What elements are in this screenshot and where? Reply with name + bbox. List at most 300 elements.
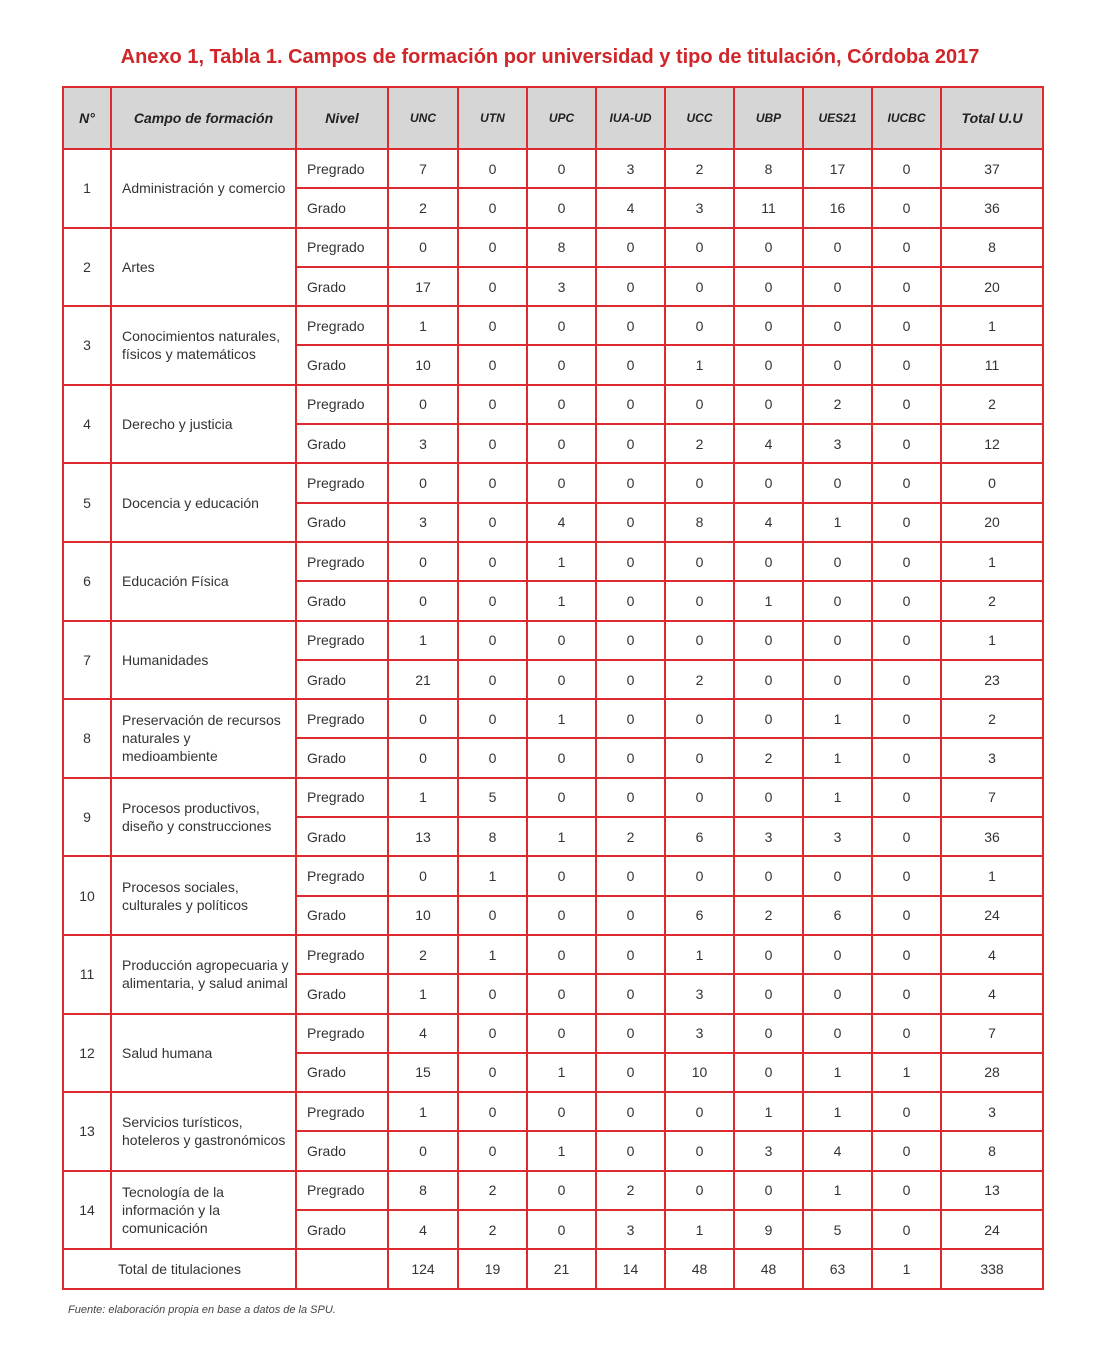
value-cell: 0 [596, 424, 665, 463]
row-number: 2 [63, 228, 111, 307]
table-row [63, 1092, 1043, 1131]
total-cell: 36 [941, 188, 1043, 227]
total-cell: 8 [941, 228, 1043, 267]
value-cell: 0 [388, 856, 458, 895]
value-cell: 17 [388, 267, 458, 306]
total-cell: 20 [941, 503, 1043, 542]
value-cell: 5 [458, 778, 527, 817]
value-cell: 0 [665, 1171, 734, 1210]
value-cell: 1 [872, 1053, 941, 1092]
table-title: Anexo 1, Tabla 1. Campos de formación por universidad y tipo de titulación, Córdoba 2017 [120, 46, 980, 68]
value-cell: 0 [734, 542, 803, 581]
total-cell: 7 [941, 778, 1043, 817]
value-cell: 1 [388, 1092, 458, 1131]
value-cell: 1 [734, 581, 803, 620]
value-cell: 0 [527, 974, 596, 1013]
value-cell: 0 [803, 935, 872, 974]
value-cell: 0 [803, 1014, 872, 1053]
value-cell: 0 [734, 699, 803, 738]
value-cell: 0 [458, 699, 527, 738]
value-cell: 0 [388, 699, 458, 738]
value-cell: 3 [803, 424, 872, 463]
value-cell: 0 [527, 424, 596, 463]
value-cell: 0 [872, 1131, 941, 1170]
value-cell: 17 [803, 149, 872, 188]
nivel-cell: Grado [296, 581, 388, 620]
value-cell: 1 [803, 503, 872, 542]
value-cell: 0 [596, 542, 665, 581]
header-campo: Campo de formación [111, 87, 296, 149]
row-number: 7 [63, 621, 111, 700]
row-number: 12 [63, 1014, 111, 1093]
totals-value-cell: 1 [872, 1249, 941, 1289]
value-cell: 0 [665, 1131, 734, 1170]
total-cell: 2 [941, 699, 1043, 738]
total-cell: 1 [941, 621, 1043, 660]
value-cell: 0 [596, 738, 665, 777]
value-cell: 0 [596, 306, 665, 345]
value-cell: 0 [527, 935, 596, 974]
row-number: 10 [63, 856, 111, 935]
totals-label: Total de titulaciones [63, 1249, 296, 1289]
value-cell: 0 [734, 267, 803, 306]
value-cell: 0 [665, 699, 734, 738]
totals-nivel-empty [296, 1249, 388, 1289]
value-cell: 0 [734, 1053, 803, 1092]
value-cell: 0 [665, 228, 734, 267]
value-cell: 1 [388, 306, 458, 345]
totals-row [63, 1249, 1043, 1289]
value-cell: 2 [596, 1171, 665, 1210]
value-cell: 1 [665, 1210, 734, 1249]
nivel-cell: Pregrado [296, 856, 388, 895]
value-cell: 1 [388, 621, 458, 660]
header-no: N° [63, 87, 111, 149]
nivel-cell: Pregrado [296, 778, 388, 817]
value-cell: 0 [734, 974, 803, 1013]
value-cell: 8 [458, 817, 527, 856]
value-cell: 8 [734, 149, 803, 188]
campo-de-formacion: Administración y comercio [111, 149, 296, 228]
totals-value-cell: 124 [388, 1249, 458, 1289]
table-row [63, 306, 1043, 345]
value-cell: 0 [872, 503, 941, 542]
nivel-cell: Grado [296, 974, 388, 1013]
total-cell: 0 [941, 463, 1043, 502]
total-cell: 8 [941, 1131, 1043, 1170]
value-cell: 2 [665, 660, 734, 699]
header-nivel: Nivel [296, 87, 388, 149]
row-number: 6 [63, 542, 111, 621]
value-cell: 0 [872, 149, 941, 188]
value-cell: 0 [872, 581, 941, 620]
value-cell: 3 [734, 1131, 803, 1170]
value-cell: 5 [803, 1210, 872, 1249]
value-cell: 1 [527, 542, 596, 581]
total-cell: 1 [941, 306, 1043, 345]
value-cell: 0 [665, 738, 734, 777]
header-university: UTN [458, 87, 527, 149]
value-cell: 0 [527, 385, 596, 424]
header-university: IUA-UD [596, 87, 665, 149]
value-cell: 1 [734, 1092, 803, 1131]
value-cell: 10 [388, 345, 458, 384]
value-cell: 0 [458, 896, 527, 935]
value-cell: 0 [734, 856, 803, 895]
value-cell: 2 [596, 817, 665, 856]
value-cell: 7 [388, 149, 458, 188]
table-row [63, 463, 1043, 502]
row-number: 13 [63, 1092, 111, 1171]
value-cell: 0 [803, 306, 872, 345]
total-cell: 2 [941, 385, 1043, 424]
value-cell: 1 [803, 1171, 872, 1210]
value-cell: 0 [527, 1092, 596, 1131]
table-body [63, 149, 1043, 1289]
value-cell: 0 [596, 1014, 665, 1053]
value-cell: 0 [872, 542, 941, 581]
value-cell: 10 [388, 896, 458, 935]
value-cell: 0 [872, 778, 941, 817]
total-cell: 24 [941, 1210, 1043, 1249]
value-cell: 0 [527, 463, 596, 502]
row-number: 9 [63, 778, 111, 857]
value-cell: 10 [665, 1053, 734, 1092]
value-cell: 1 [527, 699, 596, 738]
value-cell: 0 [458, 581, 527, 620]
value-cell: 0 [527, 188, 596, 227]
source-note: Fuente: elaboración propia en base a datos de la SPU. [68, 1304, 336, 1316]
value-cell: 0 [596, 896, 665, 935]
value-cell: 0 [388, 738, 458, 777]
value-cell: 3 [803, 817, 872, 856]
value-cell: 8 [527, 228, 596, 267]
header-row [63, 87, 1043, 149]
value-cell: 0 [388, 463, 458, 502]
value-cell: 4 [734, 503, 803, 542]
total-cell: 36 [941, 817, 1043, 856]
value-cell: 3 [388, 503, 458, 542]
value-cell: 0 [734, 660, 803, 699]
value-cell: 0 [665, 621, 734, 660]
value-cell: 0 [803, 660, 872, 699]
total-cell: 4 [941, 935, 1043, 974]
value-cell: 0 [872, 660, 941, 699]
total-cell: 1 [941, 856, 1043, 895]
value-cell: 4 [388, 1210, 458, 1249]
row-number: 8 [63, 699, 111, 778]
value-cell: 2 [388, 188, 458, 227]
value-cell: 13 [388, 817, 458, 856]
value-cell: 0 [458, 621, 527, 660]
value-cell: 0 [872, 188, 941, 227]
value-cell: 0 [872, 699, 941, 738]
row-number: 5 [63, 463, 111, 542]
header-university: UCC [665, 87, 734, 149]
value-cell: 0 [596, 581, 665, 620]
value-cell: 0 [665, 306, 734, 345]
value-cell: 0 [596, 385, 665, 424]
value-cell: 8 [665, 503, 734, 542]
total-cell: 13 [941, 1171, 1043, 1210]
value-cell: 0 [803, 345, 872, 384]
value-cell: 0 [458, 188, 527, 227]
value-cell: 2 [665, 424, 734, 463]
value-cell: 3 [596, 149, 665, 188]
value-cell: 0 [458, 228, 527, 267]
value-cell: 1 [458, 856, 527, 895]
value-cell: 6 [665, 817, 734, 856]
nivel-cell: Grado [296, 1131, 388, 1170]
table-row [63, 856, 1043, 895]
total-cell: 24 [941, 896, 1043, 935]
value-cell: 0 [458, 503, 527, 542]
value-cell: 1 [803, 699, 872, 738]
campo-de-formacion: Docencia y educación [111, 463, 296, 542]
value-cell: 1 [803, 778, 872, 817]
total-cell: 28 [941, 1053, 1043, 1092]
nivel-cell: Grado [296, 188, 388, 227]
value-cell: 0 [803, 856, 872, 895]
nivel-cell: Pregrado [296, 306, 388, 345]
value-cell: 0 [527, 738, 596, 777]
value-cell: 0 [872, 267, 941, 306]
nivel-cell: Pregrado [296, 463, 388, 502]
nivel-cell: Pregrado [296, 699, 388, 738]
value-cell: 0 [803, 621, 872, 660]
nivel-cell: Pregrado [296, 542, 388, 581]
value-cell: 1 [803, 1053, 872, 1092]
table-row [63, 935, 1043, 974]
value-cell: 0 [458, 1131, 527, 1170]
value-cell: 0 [665, 1092, 734, 1131]
value-cell: 0 [596, 699, 665, 738]
value-cell: 0 [596, 778, 665, 817]
value-cell: 0 [734, 463, 803, 502]
value-cell: 0 [458, 1053, 527, 1092]
value-cell: 0 [734, 385, 803, 424]
table-row [63, 1171, 1043, 1210]
value-cell: 0 [596, 856, 665, 895]
value-cell: 0 [388, 581, 458, 620]
nivel-cell: Grado [296, 1210, 388, 1249]
campo-de-formacion: Artes [111, 228, 296, 307]
value-cell: 1 [665, 935, 734, 974]
value-cell: 1 [458, 935, 527, 974]
value-cell: 0 [596, 463, 665, 502]
header-university: UPC [527, 87, 596, 149]
value-cell: 6 [803, 896, 872, 935]
value-cell: 0 [665, 463, 734, 502]
value-cell: 0 [872, 738, 941, 777]
header-university: IUCBC [872, 87, 941, 149]
value-cell: 0 [734, 778, 803, 817]
value-cell: 0 [872, 974, 941, 1013]
value-cell: 21 [388, 660, 458, 699]
row-number: 4 [63, 385, 111, 464]
nivel-cell: Grado [296, 1053, 388, 1092]
value-cell: 0 [596, 660, 665, 699]
value-cell: 0 [872, 896, 941, 935]
totals-value-cell: 48 [734, 1249, 803, 1289]
total-cell: 23 [941, 660, 1043, 699]
value-cell: 0 [458, 149, 527, 188]
value-cell: 0 [803, 542, 872, 581]
value-cell: 0 [872, 228, 941, 267]
value-cell: 0 [596, 228, 665, 267]
total-cell: 20 [941, 267, 1043, 306]
campo-de-formacion: Tecnología de la información y la comunicación [111, 1171, 296, 1250]
value-cell: 0 [458, 424, 527, 463]
value-cell: 0 [872, 856, 941, 895]
campo-de-formacion: Producción agropecuaria y alimentaria, y salud animal [111, 935, 296, 1014]
value-cell: 1 [527, 817, 596, 856]
table-row [63, 1014, 1043, 1053]
value-cell: 0 [734, 228, 803, 267]
table-row [63, 542, 1043, 581]
value-cell: 0 [803, 463, 872, 502]
nivel-cell: Pregrado [296, 1092, 388, 1131]
value-cell: 0 [872, 935, 941, 974]
value-cell: 0 [734, 621, 803, 660]
value-cell: 0 [458, 345, 527, 384]
totals-value-cell: 48 [665, 1249, 734, 1289]
value-cell: 0 [527, 345, 596, 384]
value-cell: 0 [458, 1014, 527, 1053]
campo-de-formacion: Derecho y justicia [111, 385, 296, 464]
value-cell: 0 [458, 738, 527, 777]
value-cell: 0 [596, 1053, 665, 1092]
value-cell: 0 [665, 581, 734, 620]
value-cell: 1 [527, 581, 596, 620]
value-cell: 4 [803, 1131, 872, 1170]
campo-de-formacion: Servicios turísticos, hoteleros y gastronómicos [111, 1092, 296, 1171]
value-cell: 0 [596, 974, 665, 1013]
value-cell: 0 [527, 306, 596, 345]
campo-de-formacion: Procesos sociales, culturales y políticos [111, 856, 296, 935]
value-cell: 3 [388, 424, 458, 463]
campo-de-formacion: Conocimientos naturales, físicos y matemáticos [111, 306, 296, 385]
value-cell: 2 [388, 935, 458, 974]
row-number: 3 [63, 306, 111, 385]
nivel-cell: Grado [296, 345, 388, 384]
row-number: 14 [63, 1171, 111, 1250]
value-cell: 3 [665, 188, 734, 227]
value-cell: 0 [872, 1171, 941, 1210]
header-total: Total U.U [941, 87, 1043, 149]
value-cell: 1 [803, 1092, 872, 1131]
nivel-cell: Grado [296, 503, 388, 542]
total-cell: 7 [941, 1014, 1043, 1053]
value-cell: 8 [388, 1171, 458, 1210]
campo-de-formacion: Salud humana [111, 1014, 296, 1093]
nivel-cell: Grado [296, 896, 388, 935]
value-cell: 0 [872, 424, 941, 463]
value-cell: 0 [803, 267, 872, 306]
value-cell: 0 [665, 267, 734, 306]
value-cell: 3 [527, 267, 596, 306]
value-cell: 0 [872, 817, 941, 856]
value-cell: 0 [388, 1131, 458, 1170]
value-cell: 0 [458, 306, 527, 345]
value-cell: 0 [803, 228, 872, 267]
table-row [63, 778, 1043, 817]
value-cell: 0 [527, 896, 596, 935]
value-cell: 0 [872, 463, 941, 502]
value-cell: 3 [665, 974, 734, 1013]
value-cell: 0 [665, 778, 734, 817]
table-row [63, 385, 1043, 424]
value-cell: 0 [527, 856, 596, 895]
campo-de-formacion: Procesos productivos, diseño y construcciones [111, 778, 296, 857]
value-cell: 0 [872, 385, 941, 424]
value-cell: 0 [596, 267, 665, 306]
total-cell: 12 [941, 424, 1043, 463]
value-cell: 2 [803, 385, 872, 424]
value-cell: 0 [458, 1092, 527, 1131]
value-cell: 0 [734, 306, 803, 345]
nivel-cell: Grado [296, 267, 388, 306]
value-cell: 0 [734, 1171, 803, 1210]
value-cell: 0 [388, 385, 458, 424]
totals-value-cell: 21 [527, 1249, 596, 1289]
value-cell: 9 [734, 1210, 803, 1249]
value-cell: 0 [596, 621, 665, 660]
value-cell: 1 [527, 1131, 596, 1170]
nivel-cell: Grado [296, 738, 388, 777]
value-cell: 0 [388, 228, 458, 267]
nivel-cell: Pregrado [296, 385, 388, 424]
data-table [62, 86, 1044, 1290]
value-cell: 2 [665, 149, 734, 188]
nivel-cell: Grado [296, 660, 388, 699]
value-cell: 6 [665, 896, 734, 935]
value-cell: 11 [734, 188, 803, 227]
value-cell: 0 [596, 345, 665, 384]
value-cell: 0 [527, 660, 596, 699]
value-cell: 0 [527, 778, 596, 817]
value-cell: 2 [458, 1171, 527, 1210]
value-cell: 1 [388, 778, 458, 817]
value-cell: 0 [596, 935, 665, 974]
value-cell: 0 [527, 1171, 596, 1210]
value-cell: 4 [527, 503, 596, 542]
value-cell: 16 [803, 188, 872, 227]
value-cell: 0 [872, 306, 941, 345]
value-cell: 0 [388, 542, 458, 581]
total-cell: 37 [941, 149, 1043, 188]
value-cell: 0 [734, 935, 803, 974]
table-row [63, 149, 1043, 188]
value-cell: 0 [458, 463, 527, 502]
value-cell: 0 [872, 1210, 941, 1249]
nivel-cell: Grado [296, 817, 388, 856]
value-cell: 0 [803, 581, 872, 620]
value-cell: 1 [388, 974, 458, 1013]
value-cell: 4 [596, 188, 665, 227]
value-cell: 1 [527, 1053, 596, 1092]
value-cell: 2 [458, 1210, 527, 1249]
value-cell: 1 [665, 345, 734, 384]
nivel-cell: Pregrado [296, 228, 388, 267]
value-cell: 0 [458, 267, 527, 306]
value-cell: 3 [734, 817, 803, 856]
table-row [63, 621, 1043, 660]
grand-total-cell: 338 [941, 1249, 1043, 1289]
value-cell: 0 [458, 660, 527, 699]
header-university: UBP [734, 87, 803, 149]
table-row [63, 228, 1043, 267]
